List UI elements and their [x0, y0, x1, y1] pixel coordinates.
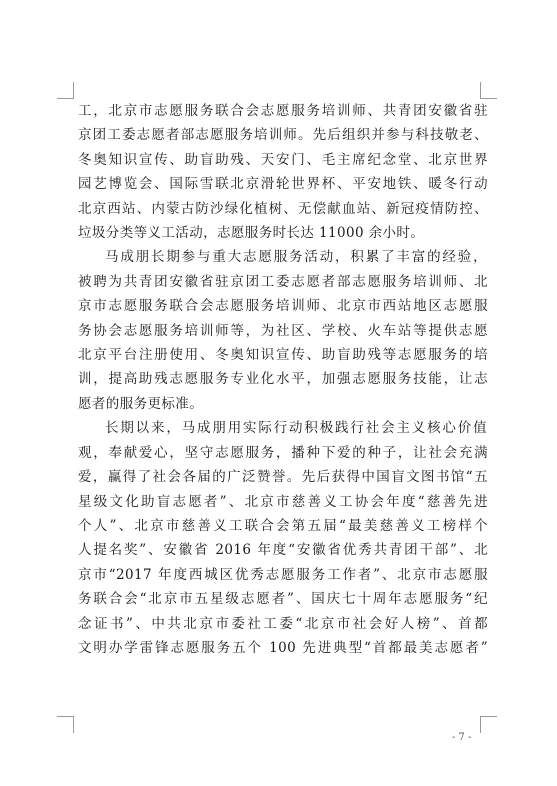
text-line: 星级文化助盲志愿者”、北京市慈善义工协会年度“慈善先进 — [78, 493, 488, 510]
crop-mark-top-right — [480, 82, 497, 99]
crop-mark-top-left — [57, 82, 74, 99]
text-line: 被聘为共青团安徽省驻京团工委志愿者部志愿服务培训师、北 — [78, 273, 488, 290]
body-text — [78, 99, 488, 660]
crop-mark-bottom-right — [480, 716, 497, 733]
text-line: 京市志愿服务联合会志愿服务培训师、北京市西站地区志愿服 — [78, 298, 488, 315]
text-line: 北京西站、内蒙古防沙绿化植树、无偿献血站、新冠疫情防控、 — [78, 200, 488, 217]
text-line: 马成朋长期参与重大志愿服务活动，积累了丰富的经验， — [105, 249, 488, 266]
text-line: 北京平台注册使用、冬奥知识宣传、助盲助残等志愿服务的培 — [78, 347, 488, 364]
text-line: 观，奉献爱心，坚守志愿服务，播种下爱的种子，让社会充满 — [78, 444, 488, 461]
text-line: 务协会志愿服务培训师等，为社区、学校、火车站等提供志愿 — [78, 322, 488, 339]
paragraph-3 — [78, 416, 488, 660]
text-line: 人提名奖”、安徽省 2016 年度“安徽省优秀共青团干部”、北 — [78, 542, 488, 559]
paragraph-2 — [78, 245, 488, 416]
text-line: 京市“2017 年度西城区优秀志愿服务工作者”、北京市志愿服 — [78, 566, 488, 583]
text-line: 务联合会“北京市五星级志愿者”、国庆七十周年志愿服务“纪 — [78, 591, 488, 608]
text-line: 工，北京市志愿服务联合会志愿服务培训师、共青团安徽省驻 — [78, 103, 488, 119]
text-line: 训，提高助残志愿服务专业化水平，加强志愿服务技能，让志 — [78, 371, 488, 388]
paragraph-1 — [78, 99, 488, 245]
text-line: 愿者的服务更标准。 — [78, 395, 204, 412]
text-line: 爱，赢得了社会各届的广泛赞誉。先后获得中国盲文图书馆“五 — [78, 469, 488, 486]
text-line: 冬奥知识宣传、助盲助残、天安门、毛主席纪念堂、北京世界 — [78, 151, 488, 168]
text-line: 垃圾分类等义工活动，志愿服务时长达 11000 余小时。 — [78, 225, 425, 242]
text-line: 长期以来，马成朋用实际行动积极践行社会主义核心价值 — [105, 420, 488, 437]
text-line: 京团工委志愿者部志愿服务培训师。先后组织并参与科技敬老、 — [78, 127, 488, 144]
page-number: - 7 - — [452, 732, 472, 743]
text-line: 念证书”、中共北京市委社工委“北京市社会好人榜”、首都 — [78, 615, 488, 632]
crop-mark-bottom-left — [57, 716, 74, 733]
text-line: 园艺博览会、国际雪联北京滑轮世界杯、平安地铁、暖冬行动 — [78, 176, 488, 193]
text-line: 文明办学雷锋志愿服务五个 100 先进典型“首都最美志愿者” — [78, 639, 488, 656]
text-line: 个人”、北京市慈善义工联合会第五届“最美慈善义工榜样个 — [78, 517, 488, 534]
